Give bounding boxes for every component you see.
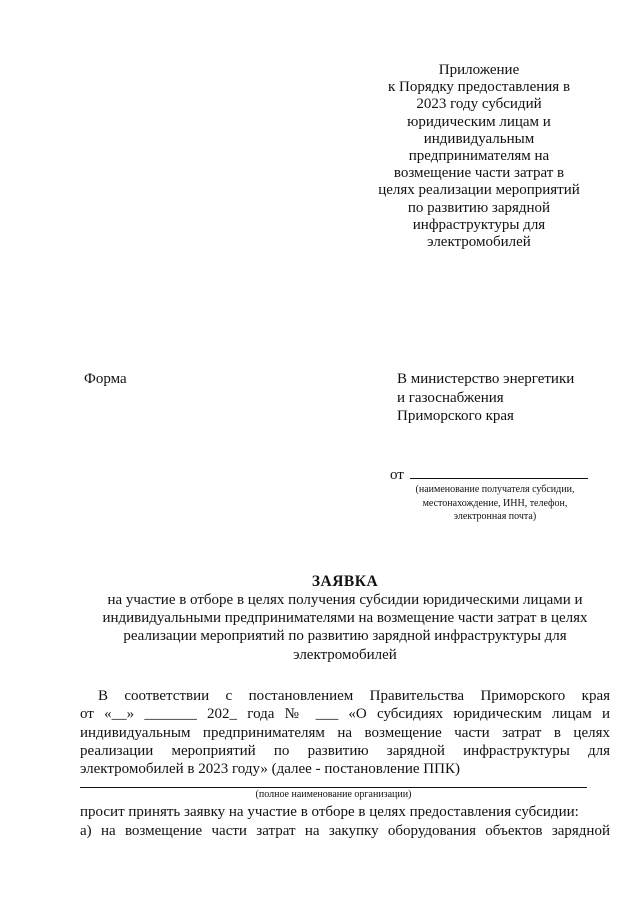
recipient-note-line: местонахождение, ИНН, телефон, [422, 497, 568, 509]
paragraph-line: индивидуальным предпринимателям на возмещение части затрат в целях [80, 724, 610, 741]
body-paragraph [80, 687, 610, 778]
form-label: Форма [84, 371, 127, 387]
appendix-line: по развитию зарядной [407, 199, 551, 216]
paragraph-line: реализации мероприятий по развитию зарядной инфраструктуры для [80, 742, 610, 759]
recipient-note-line: (наименование получателя субсидии, [415, 484, 575, 495]
organization-caption: (полное наименование организации) [255, 789, 412, 800]
appendix-line: к Порядку предоставления в [387, 79, 571, 96]
document-title: ЗАЯВКА [311, 573, 379, 590]
appendix-line: юридическим лицам и [407, 113, 551, 130]
subtitle-line: электромобилей [293, 646, 397, 663]
appendix-line: целях реализации мероприятий [378, 182, 580, 199]
request-text: просит принять заявку на участие в отборе в целях предоставления субсидии: [80, 804, 579, 820]
appendix-line: Приложение [438, 62, 520, 78]
recipient-note [400, 483, 590, 524]
document-subtitle [80, 591, 610, 664]
subtitle-line: реализации мероприятий по развитию зарядной инфраструктуры для [123, 628, 567, 645]
addressee-line: В министерство энергетики [397, 371, 575, 387]
appendix-line: индивидуальным [423, 130, 535, 147]
recipient-note-line: электронная почта) [453, 511, 537, 522]
addressee-line: Приморского края [397, 408, 514, 424]
appendix-header [360, 62, 598, 251]
from-blank-line [410, 466, 588, 479]
subtitle-line: индивидуальными предпринимателями на возмещение части затрат в целях [102, 610, 588, 627]
appendix-line: электромобилей [427, 234, 531, 251]
paragraph-line: электромобилей в 2023 году» (далее - постановление ППК) [80, 761, 460, 778]
addressee-line: и газоснабжения [397, 389, 504, 406]
paragraph-line: от «__» _______ 202_ года № ___ «О субсидиях юридическим лицам и [80, 706, 610, 723]
organization-blank-line [80, 787, 587, 788]
appendix-line: предпринимателям на [408, 148, 550, 165]
appendix-line: возмещение части затрат в [393, 165, 565, 182]
from-label: от [390, 467, 404, 483]
addressee-block [397, 370, 574, 426]
appendix-line: 2023 году субсидий [416, 96, 542, 113]
list-item-a: а) на возмещение части затрат на закупку оборудования объектов зарядной [80, 823, 610, 839]
subtitle-line: на участие в отборе в целях получения субсидии юридическими лицами и [107, 592, 583, 608]
from-field [390, 466, 588, 484]
appendix-line: инфраструктуры для [412, 216, 546, 233]
paragraph-line: В соответствии с постановлением Правительства Приморского края [98, 688, 610, 704]
